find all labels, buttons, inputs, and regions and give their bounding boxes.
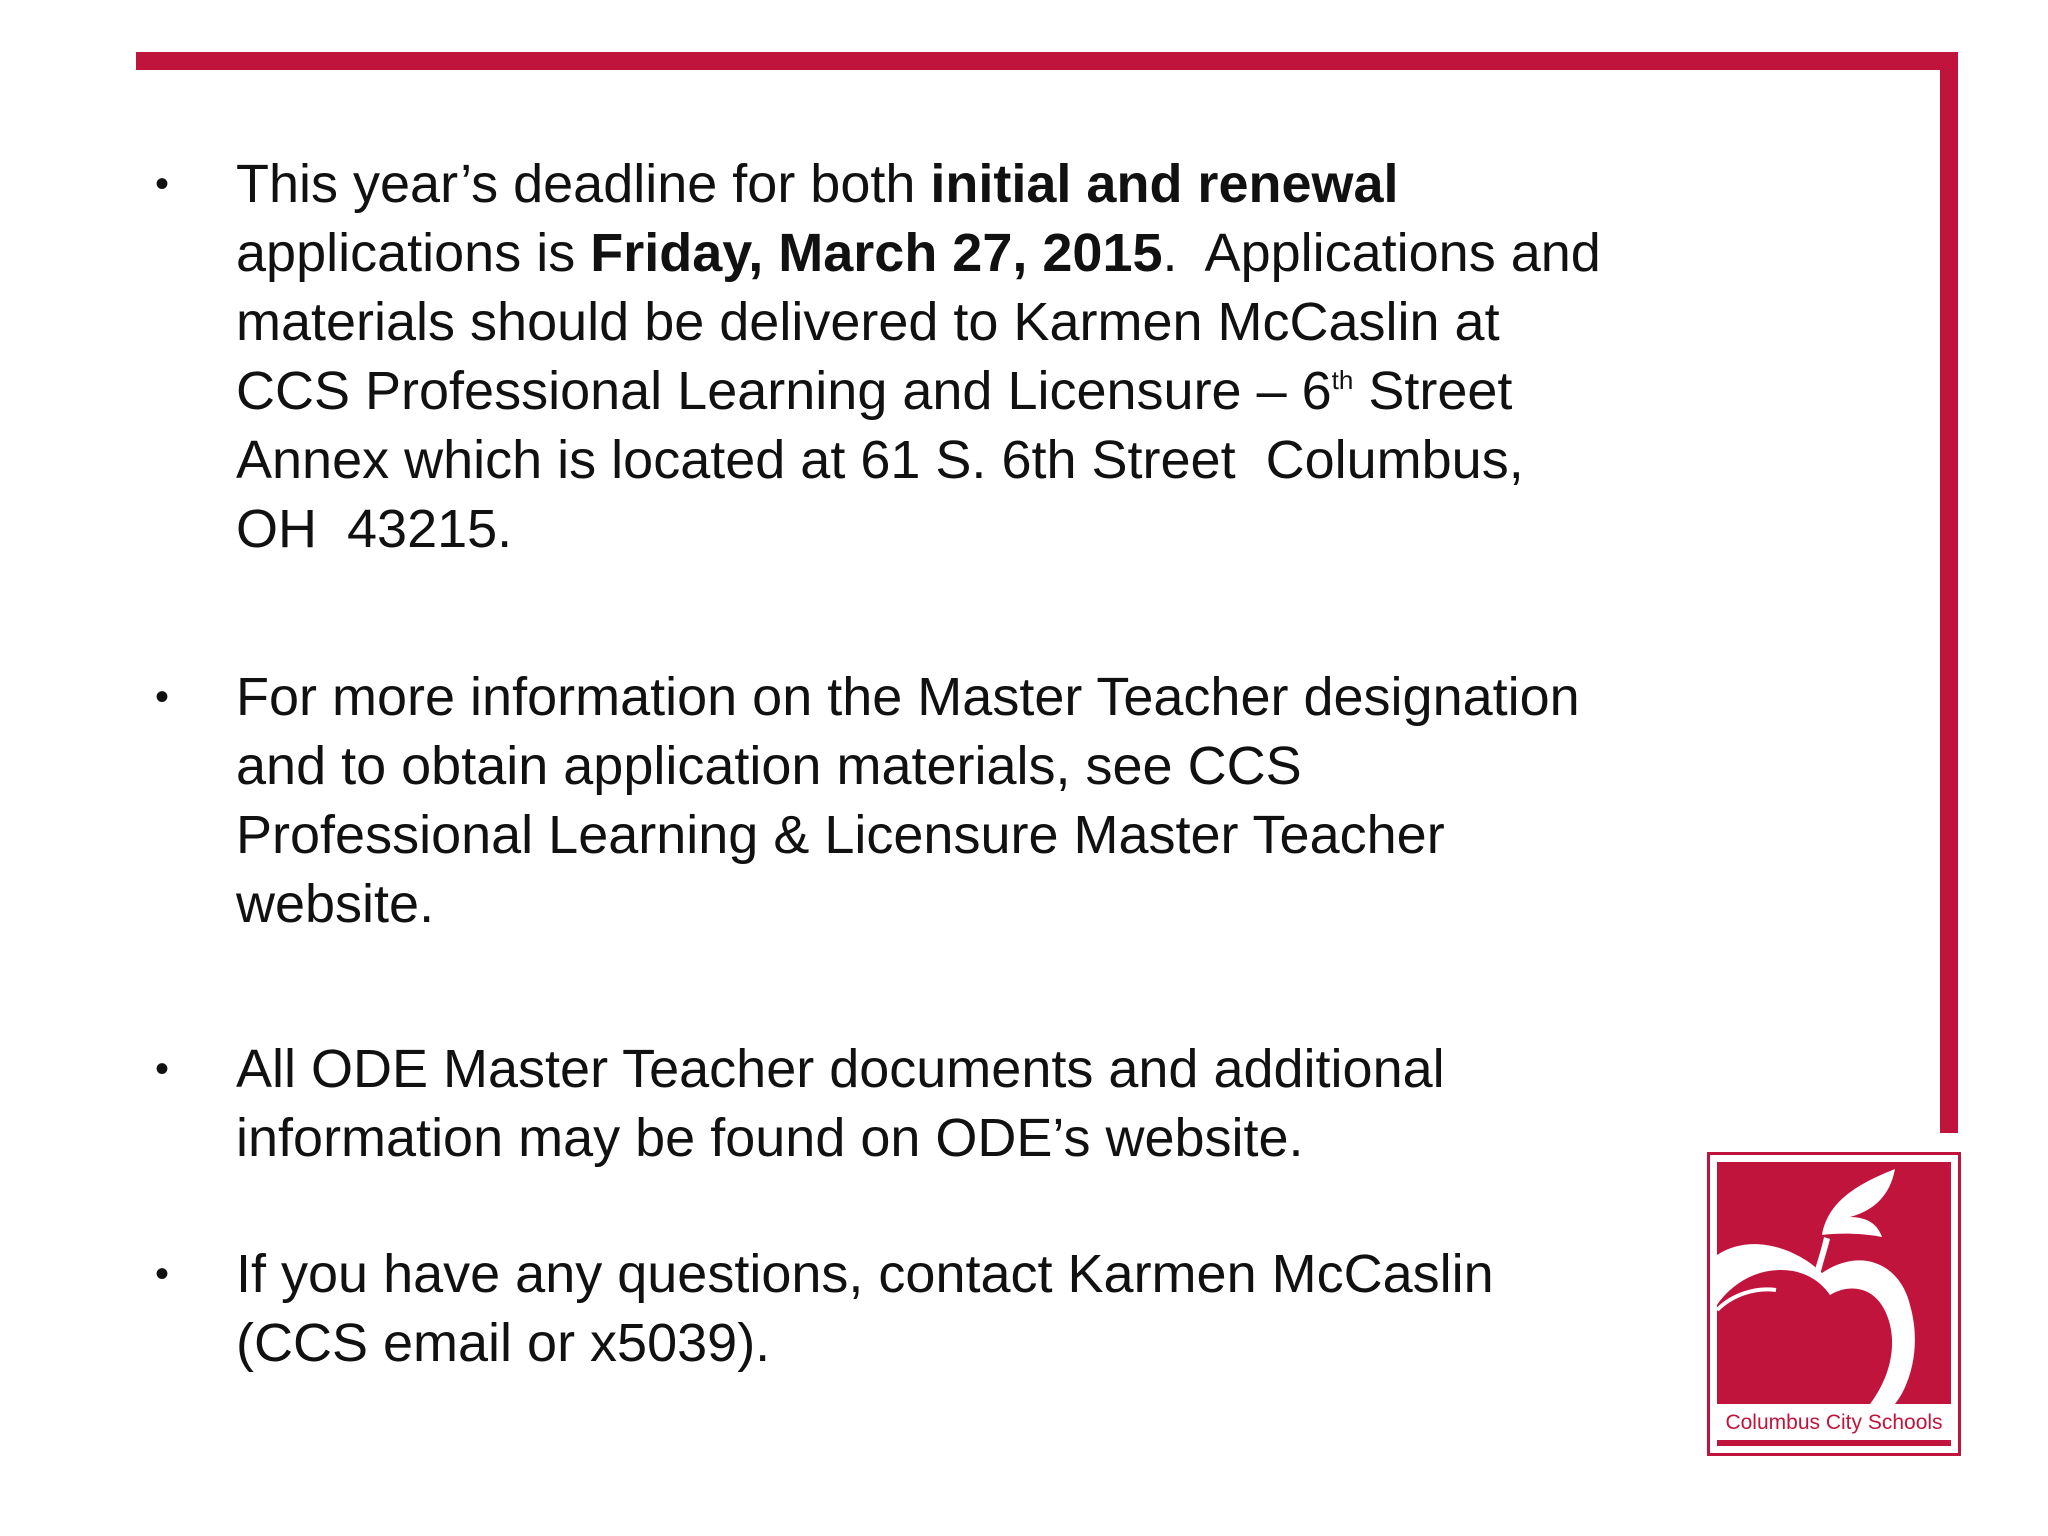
text-line <box>236 219 1716 288</box>
bullet-dot: • <box>155 162 170 206</box>
apple-icon <box>1710 1155 1958 1453</box>
text-line: website. <box>236 874 435 934</box>
bold-text-run: initial and renewal <box>930 154 1399 214</box>
text-run: This year’s deadline for both <box>236 154 931 214</box>
bullet-text <box>236 1240 1716 1378</box>
text-line: Professional Learning & Licensure Master Teacher <box>236 805 1445 865</box>
bullet-text <box>236 150 1716 564</box>
text-line: Annex which is located at 61 S. 6th Street Columbus, <box>236 430 1524 490</box>
bullet-text <box>236 1035 1716 1173</box>
bullet-dot: • <box>155 1047 170 1091</box>
text-line: If you have any questions, contact Karmen McCaslin <box>236 1244 1494 1304</box>
right-accent-bar <box>1940 52 1958 1133</box>
text-line: All ODE Master Teacher documents and additional <box>236 1039 1445 1099</box>
text-line: For more information on the Master Teacher designation <box>236 667 1580 727</box>
text-run: Street <box>1353 361 1513 421</box>
bullet-dot: • <box>155 1252 170 1296</box>
superscript-text: th <box>1331 365 1354 395</box>
text-run: . Applications and <box>1162 223 1601 283</box>
text-line: OH 43215. <box>236 499 513 559</box>
bullet-dot: • <box>155 675 170 719</box>
top-accent-bar <box>136 52 1958 70</box>
text-line: materials should be delivered to Karmen McCaslin at <box>236 292 1500 352</box>
bullet-text <box>236 663 1716 939</box>
logo-underline <box>1717 1440 1951 1446</box>
bold-text-run: Friday, March 27, 2015 <box>590 223 1163 283</box>
text-line: and to obtain application materials, see CCS <box>236 736 1302 796</box>
columbus-city-schools-logo <box>1707 1152 1961 1456</box>
text-line <box>236 357 1716 426</box>
text-line <box>236 150 1716 219</box>
text-line: (CCS email or x5039). <box>236 1313 771 1373</box>
logo-label: Columbus City Schools <box>1725 1411 1943 1434</box>
text-line: information may be found on ODE’s website. <box>236 1108 1304 1168</box>
text-run: applications is <box>236 223 591 283</box>
text-run: CCS Professional Learning and Licensure – 6 <box>236 361 1332 421</box>
